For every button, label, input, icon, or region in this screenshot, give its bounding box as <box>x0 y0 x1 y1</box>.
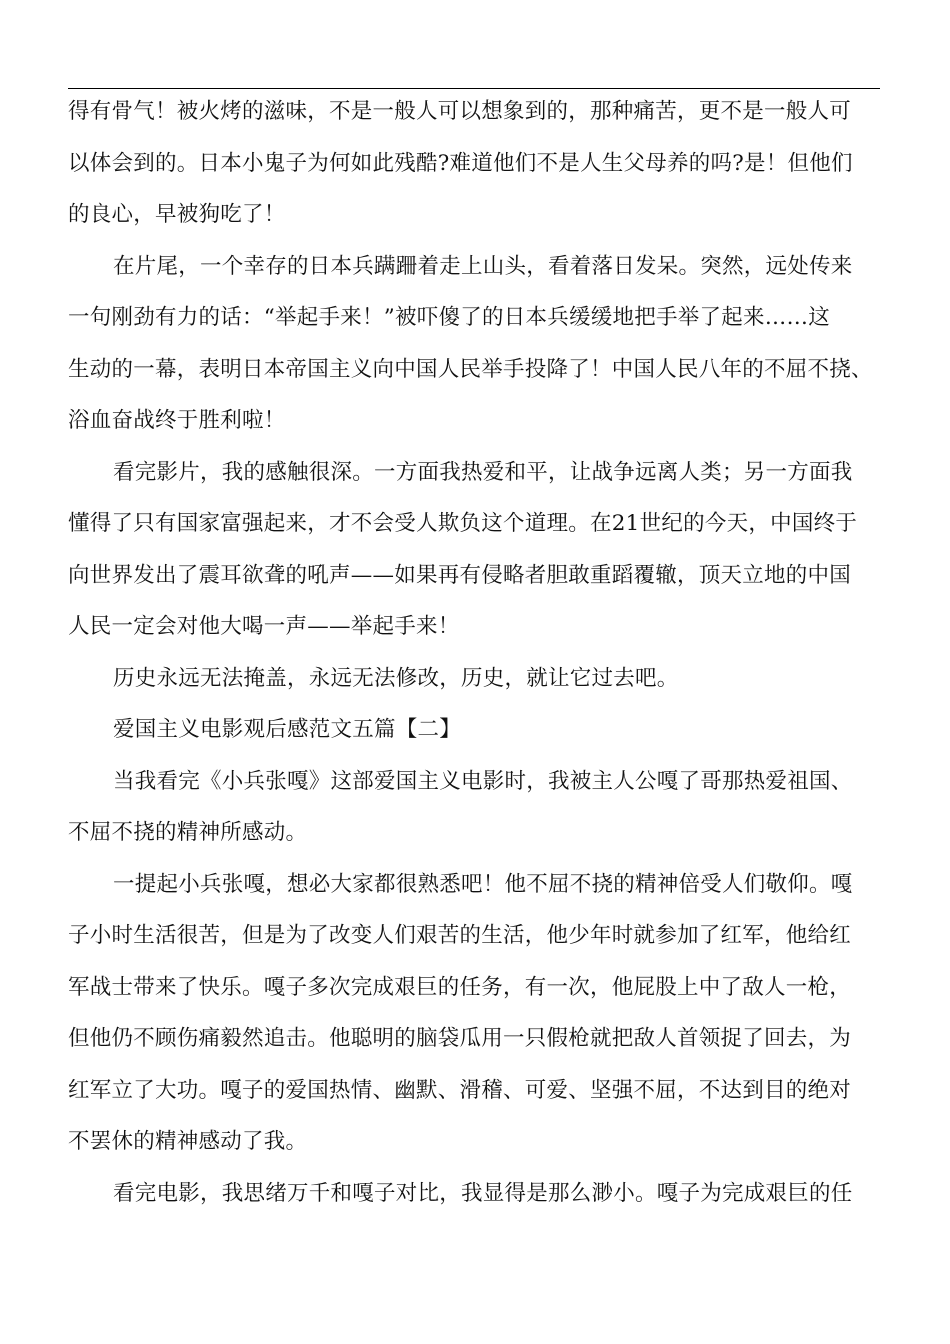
text-line: 但他仍不顾伤痛毅然追击。他聪明的脑袋瓜用一只假枪就把敌人首领捉了回去，为 <box>68 1026 852 1051</box>
text-line: 浴血奋战终于胜利啦！ <box>68 408 286 433</box>
text-line: 生动的一幕，表明日本帝国主义向中国人民举手投降了！中国人民八年的不屈不挠、 <box>68 356 873 382</box>
text-line: 的良心，早被狗吃了！ <box>68 202 286 227</box>
section-heading: 爱国主义电影观后感范文五篇【二】 <box>113 717 462 742</box>
text-line: 一句刚劲有力的话：“举起手来！”被吓傻了的日本兵缓缓地把手举了起来……这 <box>68 305 830 330</box>
paragraph-first-line: 历史永远无法掩盖，永远无法修改，历史，就让它过去吧。 <box>113 665 679 691</box>
text-line: 向世界发出了震耳欲聋的吼声——如果再有侵略者胆敢重蹈覆辙，顶天立地的中国 <box>68 562 852 588</box>
text-line: 人民一定会对他大喝一声——举起手来！ <box>68 614 460 639</box>
text-line: 红军立了大功。嘎子的爱国热情、幽默、滑稽、可爱、坚强不屈，不达到目的绝对 <box>68 1077 852 1103</box>
text-line: 军战士带来了快乐。嘎子多次完成艰巨的任务，有一次，他屁股上中了敌人一枪， <box>68 974 852 1000</box>
document-body <box>68 86 882 1219</box>
text-line: 不罢休的精神感动了我。 <box>68 1129 308 1154</box>
text-line: 懂得了只有国家富强起来，才不会受人欺负这个道理。在21世纪的今天，中国终于 <box>68 511 858 536</box>
paragraph-first-line: 看完电影，我思绪万千和嘎子对比，我显得是那么渺小。嘎子为完成艰巨的任 <box>113 1180 853 1206</box>
text-line: 不屈不挠的精神所感动。 <box>68 820 308 845</box>
paragraph-first-line: 一提起小兵张嘎，想必大家都很熟悉吧！他不屈不挠的精神倍受人们敬仰。嘎 <box>113 871 853 897</box>
text-line: 得有骨气！被火烤的滋味，不是一般人可以想象到的，那种痛苦，更不是一般人可 <box>68 99 852 124</box>
text-line: 以体会到的。日本小鬼子为何如此残酷?难道他们不是人生父母养的吗?是！但他们 <box>68 150 853 176</box>
paragraph-first-line: 当我看完《小兵张嘎》这部爱国主义电影时，我被主人公嘎了哥那热爱祖国、 <box>113 768 853 794</box>
paragraph-first-line: 看完影片，我的感触很深。一方面我热爱和平，让战争远离人类；另一方面我 <box>113 459 853 485</box>
text-line: 子小时生活很苦，但是为了改变人们艰苦的生活，他少年时就参加了红军，他给红 <box>68 923 852 948</box>
paragraph-first-line: 在片尾，一个幸存的日本兵蹒跚着走上山头，看着落日发呆。突然，远处传来 <box>113 253 853 279</box>
